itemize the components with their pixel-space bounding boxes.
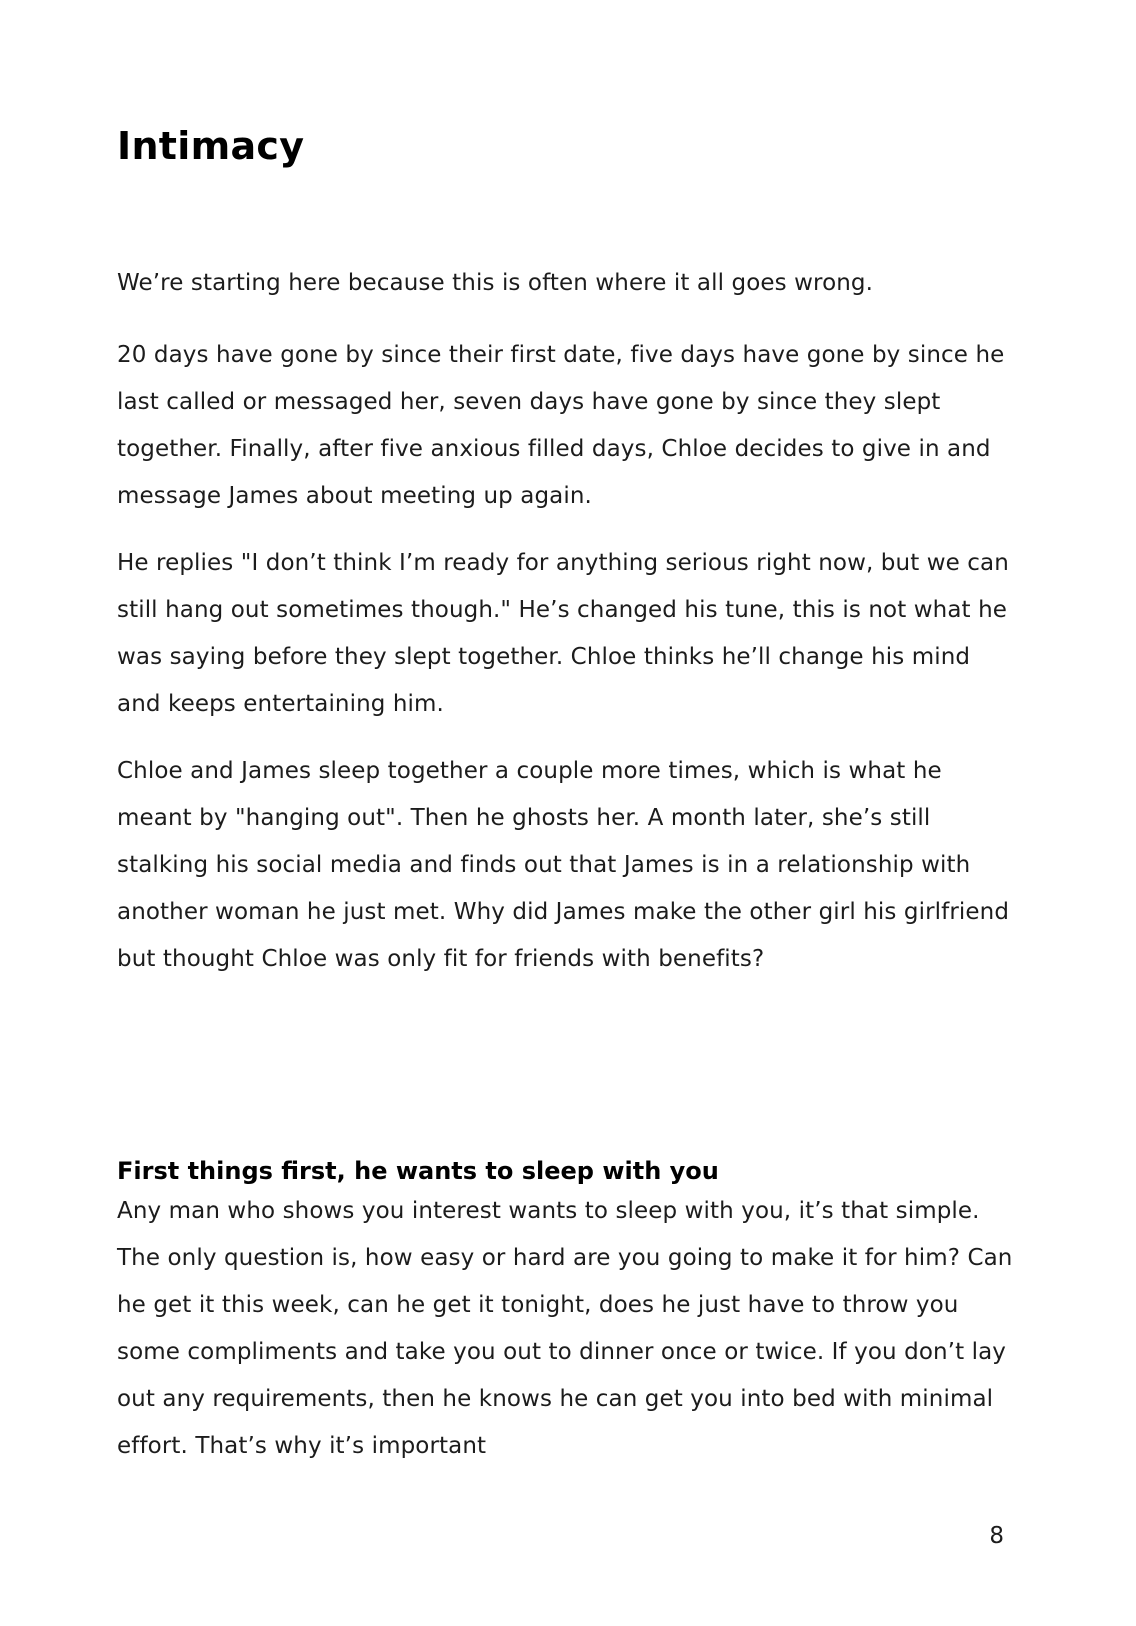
section-heading: First things first, he wants to sleep with you	[117, 1157, 719, 1185]
page-title: Intimacy	[117, 124, 305, 168]
paragraph-reply: He replies "I don’t think I’m ready for anything serious right now, but we can still hang out sometimes though." He’s changed his tune, this is not what he was saying before they slept together. Chloe thinks he’ll change his mind and keeps entertaining him.	[117, 550, 1009, 717]
paragraph-intro: We’re starting here because this is often where it all goes wrong.	[117, 270, 874, 296]
page-number: 8	[989, 1523, 1004, 1549]
paragraph-ghosting: Chloe and James sleep together a couple more times, which is what he meant by "hanging out". Then he ghosts her. A month later, she’s still stalking his social media and finds out that James is in a relationship with another woman he just met. Why did James make the other girl his girlfriend but thought Chloe was only fit for friends with benefits?	[117, 758, 1010, 972]
paragraph-first-date: 20 days have gone by since their first date, five days have gone by since he last called or messaged her, seven days have gone by since they slept together. Finally, after five anxious filled days, Chloe decides to give in and message James about meeting up again.	[117, 342, 1005, 509]
section-paragraph: Any man who shows you interest wants to sleep with you, it’s that simple. The only question is, how easy or hard are you going to make it for him? Can he get it this week, can he get it tonight, does he just have to throw you some compliments and take you out to dinner once or twice. If you don’t lay out any requirements, then he knows he can get you into bed with minimal effort. That’s why it’s important	[117, 1198, 1013, 1459]
